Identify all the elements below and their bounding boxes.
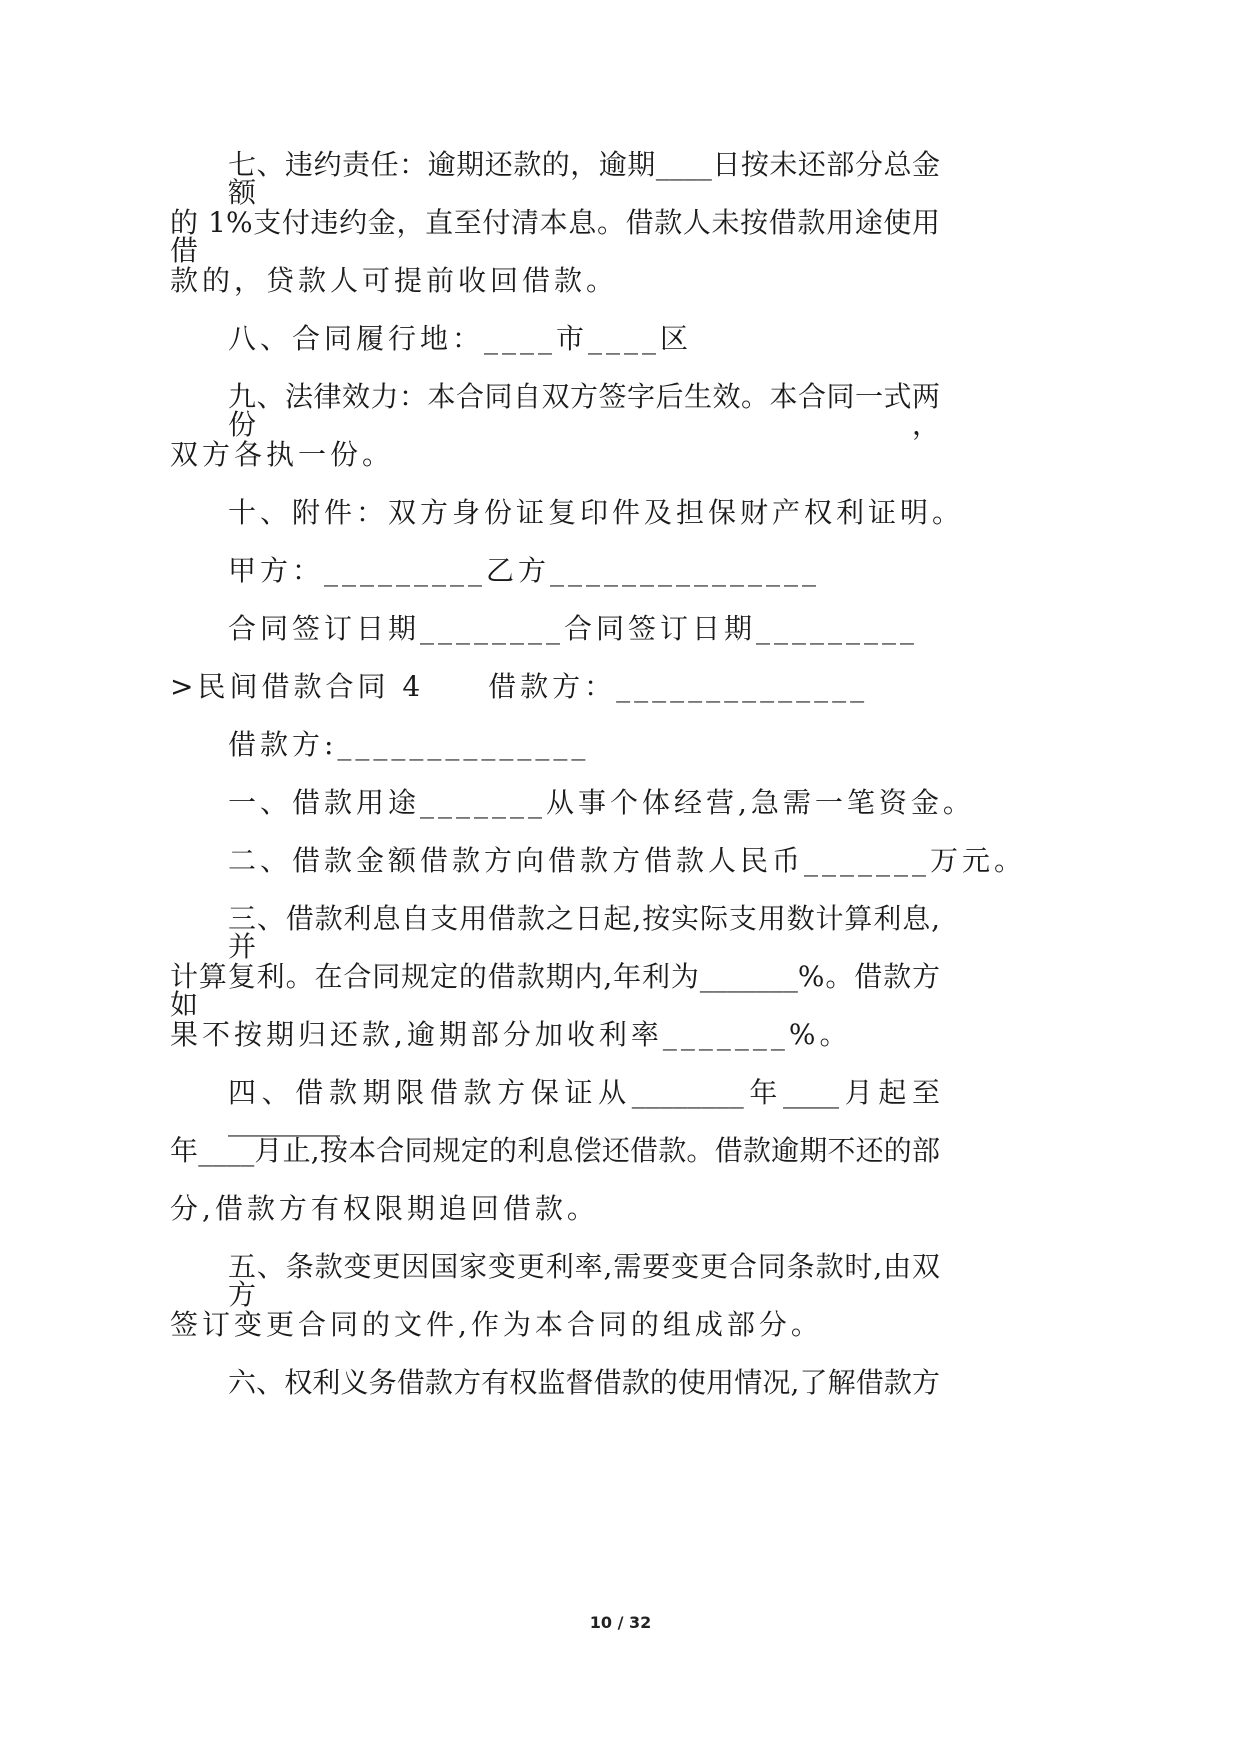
paragraph-line: 二、借款金额借款方向借款方借款人民币_______万元。: [228, 844, 1027, 877]
paragraph-line: 一、借款用途_______从事个体经营,急需一笔资金。: [228, 786, 975, 819]
paragraph-line: 九、法律效力：本合同自双方签字后生效。本合同一式两份，: [228, 380, 940, 441]
paragraph-line: 分,借款方有权限期追回借款。: [170, 1192, 599, 1225]
section-heading-line: >民间借款合同 4 借款方：______________: [170, 670, 869, 703]
paragraph-line: 十、附件：双方身份证复印件及担保财产权利证明。: [228, 496, 965, 529]
paragraph-line: 计算复利。在合同规定的借款期内,年利为_______%。借款方如: [170, 960, 940, 1021]
paragraph-line: 签订变更合同的文件,作为本合同的组成部分。: [170, 1308, 823, 1341]
paragraph-line: 四、借款期限借款方保证从________年____月起至________: [228, 1076, 940, 1137]
paragraph-line: 七、违约责任：逾期还款的，逾期____日按未还部分总金额: [228, 148, 940, 209]
signature-line-parties: 甲方：_________乙方_______________: [228, 554, 821, 587]
paragraph-line: 款的，贷款人可提前收回借款。: [170, 264, 619, 297]
paragraph-line: 双方各执一份。: [170, 438, 395, 471]
paragraph-line: 五、条款变更因国家变更利率,需要变更合同条款时,由双方: [228, 1250, 940, 1311]
paragraph-line: 八、合同履行地：____市____区: [228, 322, 693, 355]
paragraph-line: 六、权利义务借款方有权监督借款的使用情况,了解借款方: [228, 1366, 940, 1399]
page-number: 10 / 32: [589, 1613, 652, 1632]
signature-line-date: 合同签订日期________合同签订日期_________: [228, 612, 919, 645]
paragraph-line: 果不按期归还款,逾期部分加收利率_______%。: [170, 1018, 852, 1051]
paragraph-line: 的 1%支付违约金，直至付清本息。借款人未按借款用途使用借: [170, 206, 940, 267]
paragraph-line: 借款方:______________: [228, 728, 590, 761]
paragraph-line: 三、借款利息自支用借款之日起,按实际支用数计算利息,并: [228, 902, 940, 963]
paragraph-line: 年____月止,按本合同规定的利息偿还借款。借款逾期不还的部: [170, 1134, 940, 1167]
